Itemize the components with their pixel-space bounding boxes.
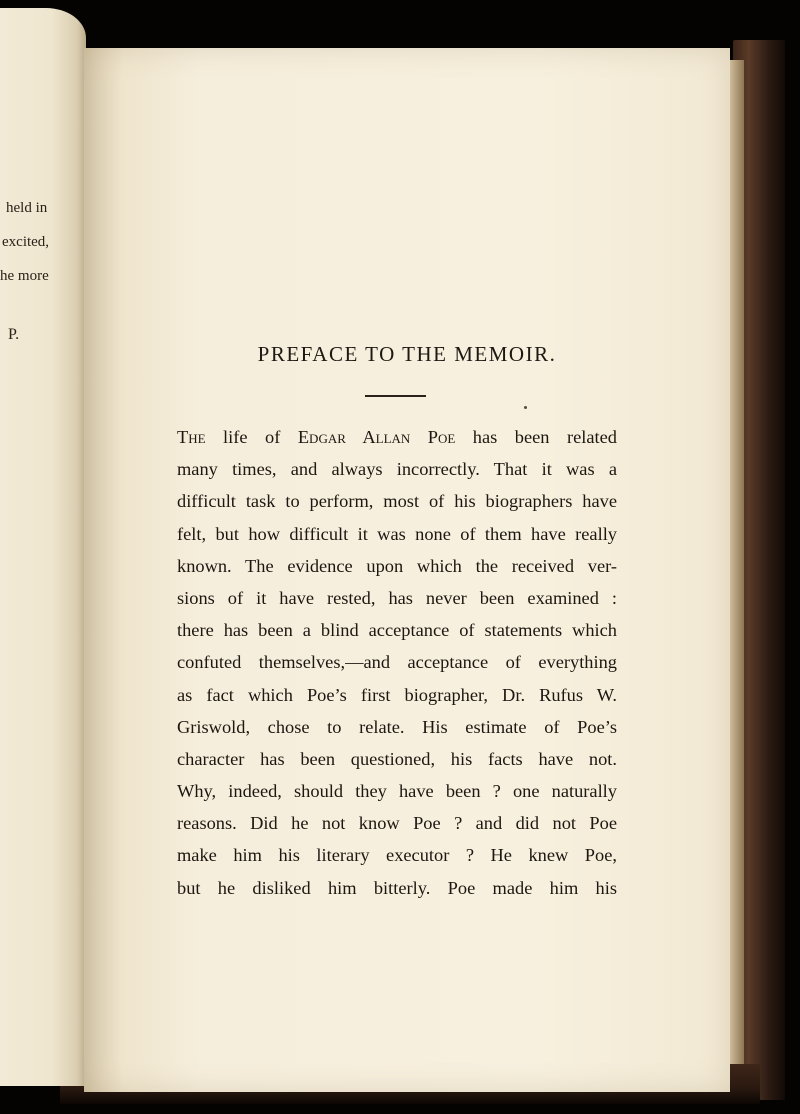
lead-word: The: [177, 427, 206, 447]
line-fragment: life of: [205, 427, 298, 447]
text-line: sions of it have rested, has never been examined :: [177, 587, 617, 608]
text-line: confuted themselves,—and acceptance of everything: [177, 652, 617, 673]
text-line: many times, and always incorrectly. That it was a: [177, 459, 617, 480]
line-fragment: has been related: [455, 427, 617, 447]
text-line: but he disliked him bitterly. Poe made him his: [177, 877, 617, 898]
facing-page-fragment: he more: [0, 268, 49, 284]
text-line: felt, but how difficult it was none of them have really: [177, 523, 617, 544]
facing-page: [0, 8, 86, 1086]
text-line: known. The evidence upon which the received ver-: [177, 555, 617, 576]
facing-page-fragment: excited,: [2, 234, 50, 250]
text-line: make him his literary executor ? He knew Poe,: [177, 845, 617, 866]
text-line: as fact which Poe’s first biographer, Dr. Rufus W.: [177, 684, 617, 705]
text-line: character has been questioned, his facts have not.: [177, 748, 617, 769]
page-title: PREFACE TO THE MEMOIR.: [257, 342, 557, 366]
text-line: Griswold, chose to relate. His estimate of Poe’s: [177, 716, 617, 737]
title-rule: [365, 395, 426, 397]
preface-body: [177, 421, 617, 904]
text-line: Why, indeed, should they have been ? one naturally: [177, 781, 617, 802]
author-name: Edgar Allan Poe: [297, 427, 456, 447]
book-page: [84, 48, 730, 1092]
facing-page-fragment: P.: [8, 326, 20, 343]
text-line: difficult task to perform, most of his biographers have: [177, 491, 617, 512]
text-line: there has been a blind acceptance of statements which: [177, 620, 617, 641]
text-line: reasons. Did he not know Poe ? and did not Poe: [177, 813, 617, 834]
text-line: [177, 421, 617, 453]
ink-speck: [524, 406, 527, 409]
facing-page-fragment: held in: [6, 200, 48, 216]
